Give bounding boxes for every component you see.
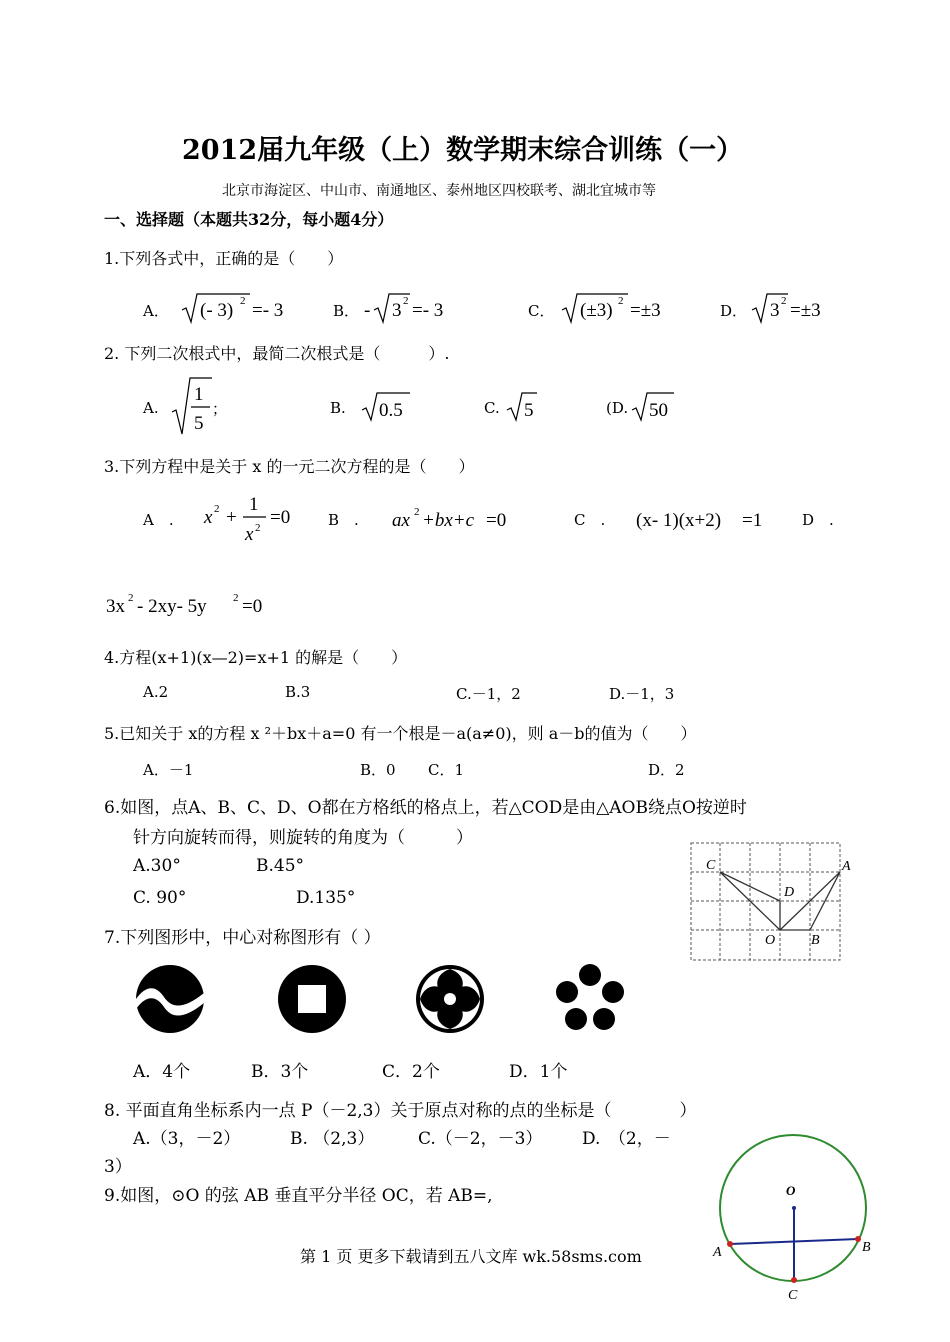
q6-grid-figure	[688, 840, 863, 965]
q6-option-a: A.30°	[133, 856, 181, 876]
q3-d-p2: - 2xy- 5y	[137, 596, 207, 617]
q1-b-inner: 3	[392, 300, 402, 321]
q3-option-a-label: A .	[143, 511, 174, 529]
q3-option-b-formula	[388, 500, 538, 534]
q6-label-b: B	[811, 933, 820, 948]
q6-option-c: C. 90°	[133, 888, 187, 908]
section-heading: 一、选择题（本题共32分，每小题4分）	[104, 210, 394, 229]
q3-b-rhs: =0	[486, 510, 507, 531]
q3-a-x: x	[204, 507, 213, 528]
q5-stem: 5.已知关于 x的方程 x ²＋bx＋a=0 有一个根是－a(a≠0)，则 a－b的值为（ ）	[104, 724, 697, 743]
q3-a-plus: +	[226, 507, 237, 528]
q1-option-c-label: C．	[528, 302, 555, 320]
q7-shape-petals	[414, 963, 486, 1035]
q1-option-c-formula	[560, 290, 670, 326]
q1-d-inner: 3	[770, 300, 780, 321]
q1-option-b-formula	[362, 290, 462, 326]
q9-label-c: C	[788, 1288, 798, 1302]
q5-option-b: B．0	[360, 761, 396, 779]
q1-c-sup: 2	[618, 295, 624, 307]
q3-a-rhs: =0	[270, 507, 291, 528]
q6-option-b: B.45°	[256, 856, 305, 876]
q3-d-rhs: =0	[242, 596, 263, 617]
q4-option-c: C.－1，2	[456, 685, 521, 703]
q3-d-s2: 2	[233, 592, 239, 604]
q4-option-a: A.2	[143, 683, 169, 701]
q1-d-sup: 2	[781, 295, 787, 307]
q2-a-den: 5	[194, 413, 204, 434]
q9-label-a: A	[713, 1245, 722, 1260]
q7-stem: 7.下列图形中，中心对称图形有（ ）	[104, 928, 381, 948]
q2-option-c-label: C.	[484, 399, 500, 417]
q7-shape-pentagon-flower	[554, 963, 626, 1035]
q3-d-s1: 2	[128, 592, 134, 604]
q3-a-den: x	[245, 524, 254, 545]
q1-b-sup: 2	[403, 295, 409, 307]
q9-label-o: O	[786, 1183, 796, 1198]
q3-a-num: 1	[249, 494, 259, 515]
q6-label-a: A	[842, 859, 851, 874]
q2-a-num: 1	[194, 384, 204, 405]
q3-a-sup: 2	[214, 503, 220, 515]
q6-stem-line2: 针方向旋转而得，则旋转的角度为（ ）	[133, 828, 473, 848]
q1-option-d-label: D．	[720, 302, 748, 320]
q9-stem: 9.如图，⊙O 的弦 AB 垂直平分半径 OC，若 AB=,	[104, 1186, 493, 1206]
q2-option-a-formula	[170, 376, 230, 438]
q2-option-d-label: (D.	[606, 399, 629, 417]
q7-option-b: B．3个	[251, 1062, 309, 1082]
q3-b-expr: ax	[392, 510, 410, 531]
q1-c-rhs: =±3	[630, 300, 661, 321]
q5-option-c: C．1	[428, 761, 465, 779]
q4-option-b: B.3	[285, 683, 311, 701]
q5-option-a: A．－1	[143, 761, 194, 779]
q1-d-rhs: =±3	[790, 300, 821, 321]
q8-option-c: C.（－2，－3）	[418, 1129, 543, 1149]
q9-circle-figure	[705, 1122, 885, 1302]
q2-b-radicand: 0.5	[379, 400, 403, 421]
q3-option-b-label: B .	[328, 511, 359, 529]
q2-option-c-formula	[505, 390, 545, 424]
q2-c-radicand: 5	[524, 400, 534, 421]
q6-option-d: D.135°	[296, 888, 356, 908]
q1-b-rhs: =- 3	[412, 300, 444, 321]
q2-stem: 2. 下列二次根式中，最简二次根式是（ ）.	[104, 344, 450, 363]
q1-c-inner: (±3)	[580, 300, 613, 321]
q3-option-c-formula	[634, 500, 784, 534]
q3-c-rhs: =1	[742, 510, 763, 531]
q7-shape-wave-circle	[134, 963, 206, 1035]
q1-option-d-formula	[750, 290, 840, 326]
q7-option-a: A．4个	[133, 1062, 191, 1082]
q8-option-b: B. （2,3）	[290, 1129, 375, 1149]
q3-stem: 3.下列方程中是关于 x 的一元二次方程的是（ ）	[104, 457, 475, 476]
q4-option-d: D.－1，3	[609, 685, 675, 703]
page-subtitle: 北京市海淀区、中山市、南通地区、泰州地区四校联考、湖北宜城市等	[222, 183, 656, 199]
q2-option-b-label: B.	[330, 399, 346, 417]
q4-stem: 4.方程(x+1)(x—2)=x+1 的解是（ ）	[104, 648, 408, 667]
q3-option-d-formula	[104, 586, 294, 620]
page-footer: 第 1 页 更多下载请到五八文库 wk.58sms.com	[300, 1247, 642, 1266]
q2-d-radicand: 50	[649, 400, 668, 421]
q7-option-c: C．2个	[382, 1062, 440, 1082]
q5-option-d: D．2	[648, 761, 685, 779]
q3-option-d-label: D .	[802, 511, 834, 529]
q2-option-d-formula	[630, 390, 680, 424]
q6-label-d: D	[784, 885, 795, 900]
q1-a-inner: (- 3)	[200, 300, 234, 321]
q1-option-a-label: A．	[143, 302, 169, 320]
q1-option-a-formula	[180, 290, 290, 326]
q3-c-expr: (x- 1)(x+2)	[636, 510, 722, 531]
q9-label-b: B	[862, 1240, 871, 1255]
q1-option-b-label: B．	[333, 302, 360, 320]
q8-stem: 8. 平面直角坐标系内一点 P（－2,3）关于原点对称的点的坐标是（ ）	[104, 1101, 697, 1121]
q3-b-sup: 2	[414, 506, 420, 518]
q1-a-rhs: =- 3	[252, 300, 284, 321]
q8-option-d: D. （2，－	[582, 1129, 671, 1149]
q2-option-a-label: A.	[143, 399, 159, 417]
q2-a-tail: ；	[212, 402, 228, 418]
q3-option-a-formula	[200, 488, 310, 548]
q3-a-den-sup: 2	[255, 522, 261, 534]
q3-d-p1: 3x	[106, 596, 125, 617]
q1-stem: 1.下列各式中，正确的是（ ）	[104, 249, 344, 268]
q1-b-prefix: -	[364, 300, 371, 321]
q6-label-o: O	[765, 933, 776, 948]
q2-option-b-formula	[360, 390, 420, 424]
q3-option-c-label: C .	[574, 511, 606, 529]
q6-label-c: C	[706, 858, 716, 873]
q7-shape-coin	[276, 963, 348, 1035]
q7-option-d: D．1个	[509, 1062, 568, 1082]
q1-a-sup: 2	[240, 295, 246, 307]
q8-wrap: 3）	[104, 1157, 132, 1177]
q6-stem-line1: 6.如图，点A、B、C、D、O都在方格纸的格点上，若△COD是由△AOB绕点O按逆时	[104, 798, 747, 818]
page-title: 2012届九年级（上）数学期末综合训练（一）	[182, 135, 744, 166]
q3-b-rest: +bx+c	[422, 510, 475, 531]
q8-option-a: A.（3，－2）	[133, 1129, 241, 1149]
